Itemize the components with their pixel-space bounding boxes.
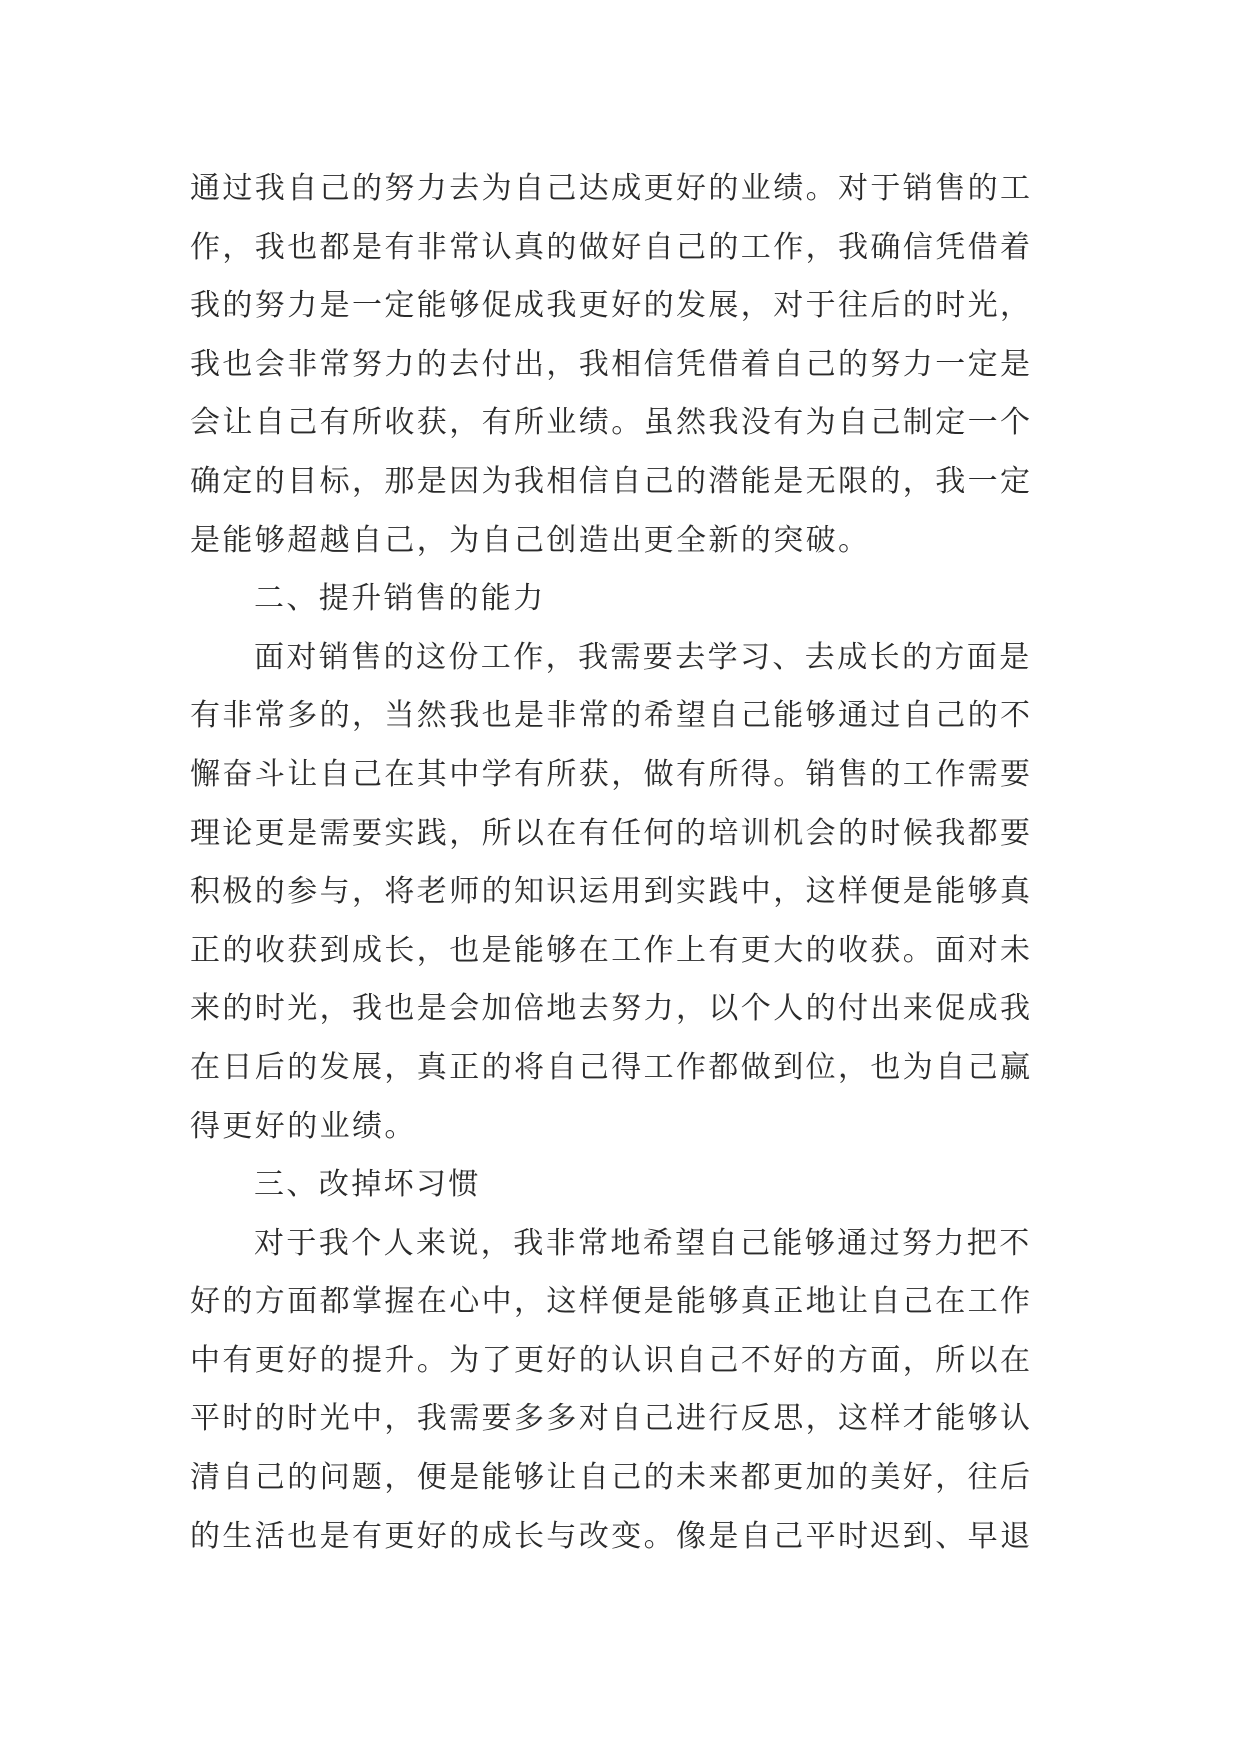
paragraph-line-indented: 面对销售的这份工作，我需要去学习、去成长的方面是 bbox=[254, 639, 1032, 675]
paragraph-line: 通过我自己的努力去为自己达成更好的业绩。对于销售的工 bbox=[190, 171, 1033, 206]
paragraph-line: 在日后的发展，真正的将自己得工作都做到位，也为自己赢 bbox=[190, 1049, 1033, 1085]
paragraph-line: 懈奋斗让自己在其中学有所获，做有所得。销售的工作需要 bbox=[190, 756, 1033, 792]
paragraph-line-indented: 三、改掉坏习惯 bbox=[254, 1167, 481, 1203]
paragraph-line: 好的方面都掌握在心中，这样便是能够真正地让自己在工作 bbox=[190, 1284, 1033, 1320]
paragraph-line: 我的努力是一定能够促成我更好的发展，对于往后的时光， bbox=[190, 288, 1033, 324]
paragraph-line: 得更好的业绩。 bbox=[190, 1108, 417, 1144]
paragraph-line: 平时的时光中，我需要多多对自己进行反思，这样才能够认 bbox=[190, 1401, 1033, 1437]
paragraph-line: 是能够超越自己，为自己创造出更全新的突破。 bbox=[190, 522, 871, 558]
paragraph-line: 作，我也都是有非常认真的做好自己的工作，我确信凭借着 bbox=[190, 229, 1033, 265]
paragraph-line: 确定的目标，那是因为我相信自己的潜能是无限的，我一定 bbox=[190, 463, 1033, 499]
paragraph-line: 理论更是需要实践，所以在有任何的培训机会的时候我都要 bbox=[190, 815, 1033, 851]
body-text bbox=[190, 160, 1070, 1566]
paragraph-line-indented: 对于我个人来说，我非常地希望自己能够通过努力把不 bbox=[254, 1225, 1032, 1261]
paragraph-line: 来的时光，我也是会加倍地去努力，以个人的付出来促成我 bbox=[190, 991, 1033, 1027]
paragraph-line: 会让自己有所收获，有所业绩。虽然我没有为自己制定一个 bbox=[190, 405, 1033, 441]
paragraph-line: 中有更好的提升。为了更好的认识自己不好的方面，所以在 bbox=[190, 1342, 1033, 1378]
paragraph-line: 有非常多的，当然我也是非常的希望自己能够通过自己的不 bbox=[190, 698, 1033, 734]
paragraph-line-indented: 二、提升销售的能力 bbox=[254, 581, 546, 617]
paragraph-line: 的生活也是有更好的成长与改变。像是自己平时迟到、早退 bbox=[190, 1518, 1033, 1554]
paragraph-line: 清自己的问题，便是能够让自己的未来都更加的美好，往后 bbox=[190, 1460, 1033, 1496]
paragraph-line: 我也会非常努力的去付出，我相信凭借着自己的努力一定是 bbox=[190, 346, 1033, 382]
paragraph-line: 正的收获到成长，也是能够在工作上有更大的收获。面对未 bbox=[190, 932, 1033, 968]
paragraph-line: 积极的参与，将老师的知识运用到实践中，这样便是能够真 bbox=[190, 874, 1033, 910]
